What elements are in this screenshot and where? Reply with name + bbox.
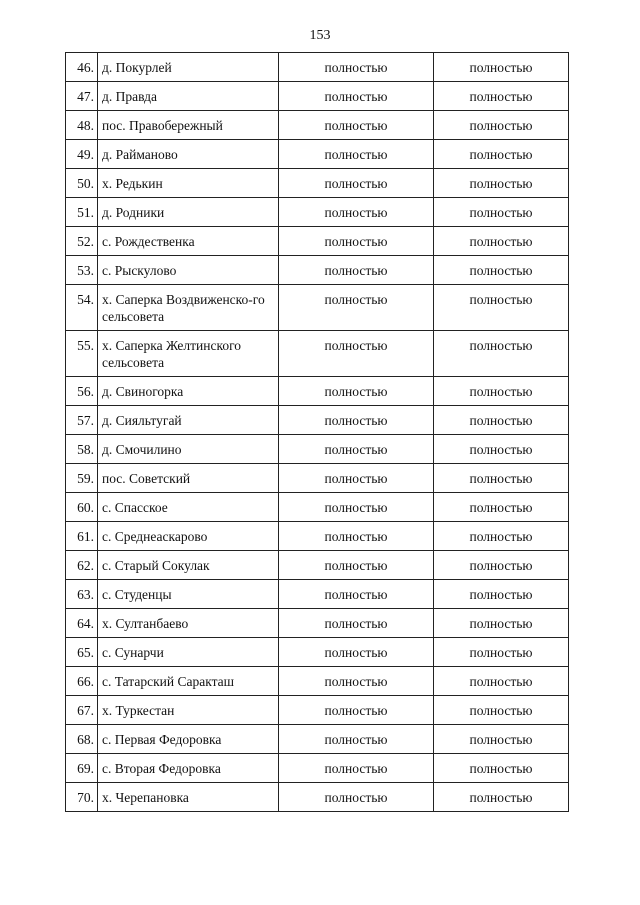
table-row [66, 406, 569, 435]
table-row [66, 638, 569, 667]
table-row [66, 435, 569, 464]
settlement-name: с. Первая Федоровка [98, 725, 279, 754]
row-number: 46. [66, 53, 98, 82]
table-row [66, 198, 569, 227]
row-number: 49. [66, 140, 98, 169]
settlement-name: д. Свиногорка [98, 377, 279, 406]
table-row [66, 551, 569, 580]
table-row [66, 377, 569, 406]
coverage-cell-2: полностью [434, 377, 569, 406]
settlement-name: пос. Советский [98, 464, 279, 493]
row-number: 58. [66, 435, 98, 464]
settlement-name: с. Старый Сокулак [98, 551, 279, 580]
settlement-name: х. Редькин [98, 169, 279, 198]
coverage-cell-1: полностью [279, 667, 434, 696]
table-row [66, 493, 569, 522]
coverage-cell-1: полностью [279, 725, 434, 754]
coverage-cell-2: полностью [434, 493, 569, 522]
table-row [66, 53, 569, 82]
coverage-cell-2: полностью [434, 464, 569, 493]
settlement-name: х. Султанбаево [98, 609, 279, 638]
row-number: 67. [66, 696, 98, 725]
table-row [66, 140, 569, 169]
coverage-cell-1: полностью [279, 331, 434, 377]
row-number: 65. [66, 638, 98, 667]
coverage-cell-1: полностью [279, 754, 434, 783]
settlement-name: с. Среднеаскарово [98, 522, 279, 551]
coverage-cell-2: полностью [434, 609, 569, 638]
settlement-name: х. Саперка Желтинского сельсовета [98, 331, 279, 377]
coverage-cell-1: полностью [279, 285, 434, 331]
row-number: 57. [66, 406, 98, 435]
coverage-cell-1: полностью [279, 111, 434, 140]
coverage-cell-2: полностью [434, 256, 569, 285]
coverage-cell-2: полностью [434, 82, 569, 111]
coverage-cell-1: полностью [279, 198, 434, 227]
table-row [66, 256, 569, 285]
coverage-cell-2: полностью [434, 783, 569, 812]
table-row [66, 667, 569, 696]
coverage-cell-2: полностью [434, 580, 569, 609]
row-number: 68. [66, 725, 98, 754]
row-number: 54. [66, 285, 98, 331]
coverage-cell-1: полностью [279, 53, 434, 82]
settlement-name: с. Спасское [98, 493, 279, 522]
coverage-cell-2: полностью [434, 754, 569, 783]
table-row [66, 331, 569, 377]
coverage-cell-2: полностью [434, 169, 569, 198]
coverage-cell-2: полностью [434, 140, 569, 169]
coverage-cell-2: полностью [434, 227, 569, 256]
row-number: 69. [66, 754, 98, 783]
coverage-cell-1: полностью [279, 464, 434, 493]
settlements-table [65, 52, 569, 812]
settlement-name: д. Покурлей [98, 53, 279, 82]
settlement-name: с. Рыскулово [98, 256, 279, 285]
row-number: 70. [66, 783, 98, 812]
row-number: 66. [66, 667, 98, 696]
coverage-cell-2: полностью [434, 285, 569, 331]
coverage-cell-2: полностью [434, 111, 569, 140]
settlement-name: д. Родники [98, 198, 279, 227]
row-number: 50. [66, 169, 98, 198]
settlement-name: с. Вторая Федоровка [98, 754, 279, 783]
row-number: 60. [66, 493, 98, 522]
table-row [66, 522, 569, 551]
table-row [66, 82, 569, 111]
coverage-cell-1: полностью [279, 377, 434, 406]
coverage-cell-1: полностью [279, 493, 434, 522]
settlement-name: д. Смочилино [98, 435, 279, 464]
settlement-name: с. Сунарчи [98, 638, 279, 667]
row-number: 61. [66, 522, 98, 551]
coverage-cell-1: полностью [279, 522, 434, 551]
coverage-cell-1: полностью [279, 696, 434, 725]
table-row [66, 725, 569, 754]
row-number: 47. [66, 82, 98, 111]
coverage-cell-2: полностью [434, 725, 569, 754]
table-row [66, 169, 569, 198]
table-row [66, 111, 569, 140]
coverage-cell-2: полностью [434, 551, 569, 580]
coverage-cell-2: полностью [434, 667, 569, 696]
row-number: 63. [66, 580, 98, 609]
coverage-cell-1: полностью [279, 256, 434, 285]
coverage-cell-2: полностью [434, 435, 569, 464]
table-row [66, 580, 569, 609]
settlement-name: х. Туркестан [98, 696, 279, 725]
coverage-cell-1: полностью [279, 406, 434, 435]
settlement-name: с. Татарский Саракташ [98, 667, 279, 696]
settlement-name: с. Студенцы [98, 580, 279, 609]
table-row [66, 285, 569, 331]
table-row [66, 783, 569, 812]
coverage-cell-1: полностью [279, 169, 434, 198]
table-row [66, 696, 569, 725]
coverage-cell-1: полностью [279, 580, 434, 609]
row-number: 64. [66, 609, 98, 638]
table-row [66, 609, 569, 638]
table-row [66, 227, 569, 256]
settlement-name: х. Черепановка [98, 783, 279, 812]
row-number: 56. [66, 377, 98, 406]
table-row [66, 464, 569, 493]
coverage-cell-1: полностью [279, 638, 434, 667]
coverage-cell-1: полностью [279, 140, 434, 169]
settlement-name: д. Райманово [98, 140, 279, 169]
coverage-cell-1: полностью [279, 435, 434, 464]
coverage-cell-2: полностью [434, 522, 569, 551]
row-number: 53. [66, 256, 98, 285]
coverage-cell-2: полностью [434, 198, 569, 227]
coverage-cell-1: полностью [279, 82, 434, 111]
coverage-cell-2: полностью [434, 696, 569, 725]
coverage-cell-2: полностью [434, 638, 569, 667]
row-number: 48. [66, 111, 98, 140]
row-number: 59. [66, 464, 98, 493]
row-number: 62. [66, 551, 98, 580]
table-row [66, 754, 569, 783]
settlement-name: д. Сияльтугай [98, 406, 279, 435]
coverage-cell-2: полностью [434, 53, 569, 82]
settlement-name: пос. Правобережный [98, 111, 279, 140]
coverage-cell-1: полностью [279, 551, 434, 580]
row-number: 51. [66, 198, 98, 227]
row-number: 52. [66, 227, 98, 256]
page-number: 153 [309, 28, 331, 43]
row-number: 55. [66, 331, 98, 377]
settlement-name: х. Саперка Воздвиженско-го сельсовета [98, 285, 279, 331]
coverage-cell-1: полностью [279, 783, 434, 812]
coverage-cell-2: полностью [434, 406, 569, 435]
coverage-cell-1: полностью [279, 227, 434, 256]
settlements-table-body [66, 53, 569, 812]
settlement-name: д. Правда [98, 82, 279, 111]
coverage-cell-1: полностью [279, 609, 434, 638]
settlement-name: с. Рождественка [98, 227, 279, 256]
coverage-cell-2: полностью [434, 331, 569, 377]
